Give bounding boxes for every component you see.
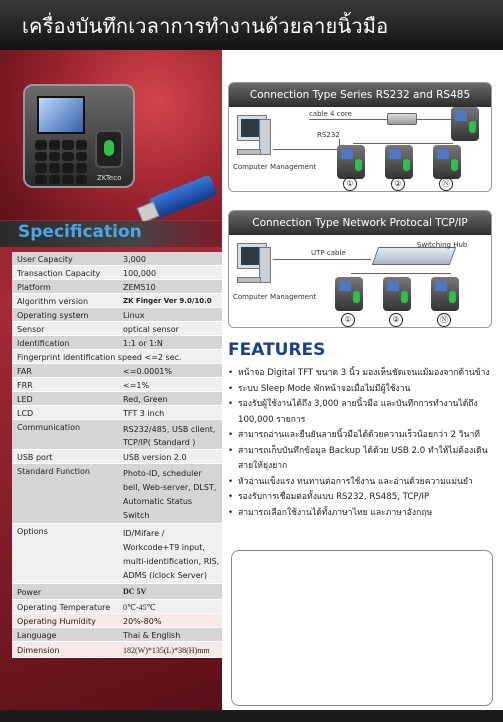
specification-heading: Specification <box>18 222 142 242</box>
switching-hub-icon <box>372 247 457 265</box>
spec-row: Operating Humidity 20%-80% <box>12 614 222 628</box>
spec-row: Standard Function Photo-ID, scheduler bell, Web-server, DLST, Automatic Status Switch <box>12 464 222 524</box>
terminal-icon <box>337 145 365 179</box>
device-keypad <box>35 140 87 184</box>
serial-connection-title: Connection Type Series RS232 and RS485 <box>229 83 491 107</box>
spec-row: Dimension 182(W)*135(L)*38(H)mm <box>12 642 222 658</box>
spec-row: Platform ZEM510 <box>12 280 222 294</box>
node-marker: ① <box>343 177 357 191</box>
empty-note-box <box>231 550 493 706</box>
spec-row: Power DC 5V <box>12 584 222 600</box>
device-brand: ZKTeco <box>97 174 122 182</box>
terminal-icon <box>385 145 413 179</box>
feature-item: • รองรับผู้ใช้งานได้ถึง 3,000 ลายนิ้วมือ และบันทึกการทำงานได้ถึง 100,000 รายการ <box>228 397 494 428</box>
node-marker: ② <box>389 313 403 327</box>
terminal-icon <box>433 145 461 179</box>
features-heading: FEATURES <box>228 340 326 360</box>
spec-row: Options ID/Mifare / Workcode+T9 input, multi-identification, RIS, ADMS (iclock Server) <box>12 524 222 584</box>
network-connection-diagram <box>228 210 492 328</box>
specification-table <box>12 252 222 658</box>
node-marker: ① <box>341 313 355 327</box>
rs485-converter-icon <box>387 113 417 125</box>
specification-heading-bar <box>0 221 222 247</box>
device-screen <box>37 96 85 134</box>
node-marker: Ⓝ <box>439 177 453 191</box>
page-title: เครื่องบันทึกเวลาการทำงานด้วยลายนิ้วมือ <box>22 14 389 38</box>
terminal-icon <box>431 277 459 311</box>
terminal-icon <box>383 277 411 311</box>
spec-row: Communication RS232/485, USB client, TCP/IP( Standard ) <box>12 420 222 450</box>
fingerprint-sensor-icon <box>95 130 123 168</box>
spec-row: Operating Temperature 0℃-45℃ <box>12 600 222 614</box>
page-header <box>0 0 503 50</box>
spec-row: FAR <=0.0001% <box>12 364 222 378</box>
node-marker: ② <box>391 177 405 191</box>
page-footer-bar <box>0 710 503 722</box>
spec-row: LED Red, Green <box>12 392 222 406</box>
feature-item: • หัวอ่านแข็งแรง ทนทานต่อการใช้งาน และอ่านด้วยความแม่นยำ <box>228 475 494 491</box>
spec-row: Operating system Linux <box>12 308 222 322</box>
serial-pc-label: Computer Management <box>233 163 317 171</box>
spec-row: Identification 1:1 or 1:N <box>12 336 222 350</box>
feature-item: • หน้าจอ Digital TFT ขนาด 3 นิ้ว มองเห็นชัดเจนแม้มองจากด้านข้าง <box>228 366 494 382</box>
spec-row: USB port USB version 2.0 <box>12 450 222 464</box>
spec-row: FRR <=1% <box>12 378 222 392</box>
spec-row: Algorithm version ZK Finger Ver 9.0/10.0 <box>12 294 222 308</box>
spec-row: LCD TFT 3 inch <box>12 406 222 420</box>
spec-row: Fingerprint identification speed <=2 sec. <box>12 350 222 364</box>
spec-row: Sensor optical sensor <box>12 322 222 336</box>
features-list <box>228 366 494 521</box>
terminal-icon <box>335 277 363 311</box>
feature-item: • ระบบ Sleep Mode พักหน้าจอเมื่อไม่มีผู้ใช้งาน <box>228 382 494 398</box>
rs232-label: RS232 <box>317 131 340 139</box>
feature-item: • สามารถเลือกใช้งานได้ทั้งภาษาไทย และภาษาอังกฤษ <box>228 506 494 522</box>
spec-row: Language Thai & English <box>12 628 222 642</box>
utp-cable-label: UTP cable <box>311 249 346 257</box>
network-connection-title: Connection Type Network Protocal TCP/IP <box>229 211 491 235</box>
network-pc-label: Computer Management <box>233 293 317 301</box>
feature-item: • สามารถเก็บบันทึกข้อมูล Backup ได้ด้วย USB 2.0 ทำให้ไม่ต้องเดินสายให้ยุ่งยาก <box>228 444 494 475</box>
terminal-icon <box>451 107 479 141</box>
serial-connection-diagram <box>228 82 492 192</box>
spec-row: User Capacity 3,000 <box>12 252 222 266</box>
cable-label: cable 4 core <box>309 110 352 118</box>
spec-row: Transaction Capacity 100,000 <box>12 266 222 280</box>
switching-hub-label: Switching Hub <box>417 241 468 249</box>
node-marker: Ⓝ <box>437 313 451 327</box>
feature-item: • รองรับการเชื่อมต่อทั้งแบบ RS232, RS485, TCP/IP <box>228 490 494 506</box>
computer-icon <box>237 243 271 287</box>
fingerprint-device-image <box>23 84 135 188</box>
feature-item: • สามารถอ่านและยืนยันลายนิ้วมือได้ด้วยความเร็วน้อยกว่า 2 วินาที <box>228 428 494 444</box>
computer-icon <box>237 115 271 159</box>
